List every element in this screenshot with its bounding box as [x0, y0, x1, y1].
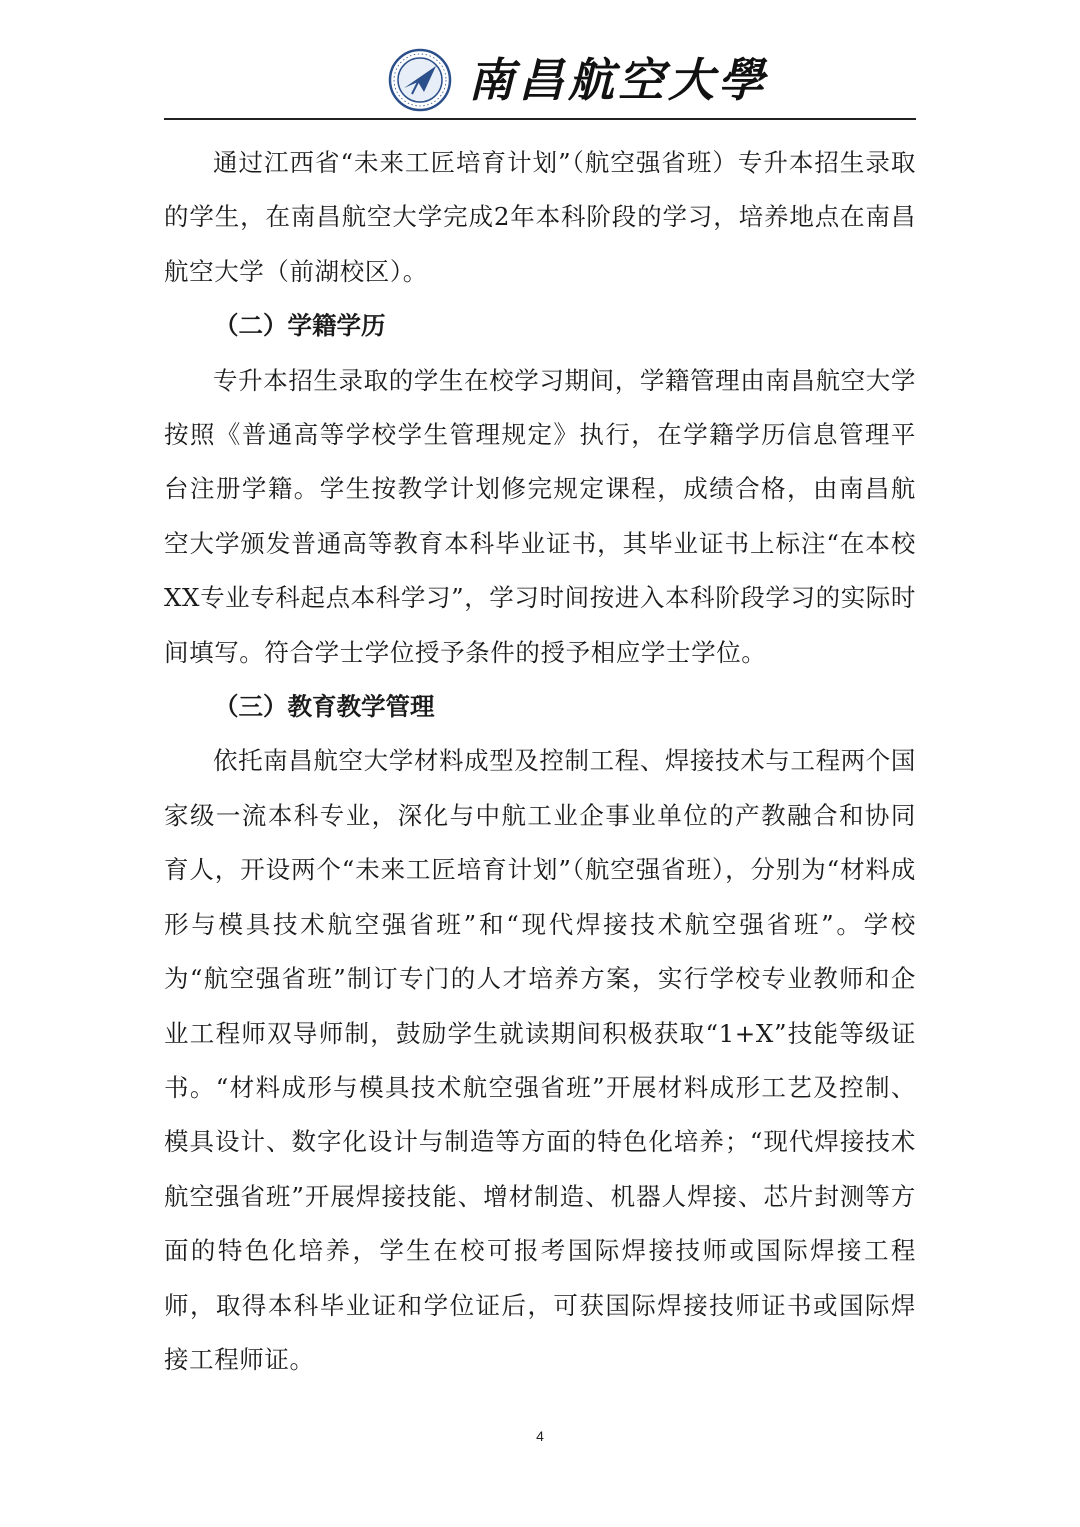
paragraph-teaching: 依托南昌航空大学材料成型及控制工程、焊接技术与工程两个国家级一流本科专业，深化与中航工业企事业单位的产教融合和协同育人，开设两个“未来工匠培育计划”（航空强省班），分别为“材料成形与模具技术航空强省班”和“现代焊接技术航空强省班”。学校为“航空强省班”制订专门的人才培养方案，实行学校专业教师和企业工程师双导师制，鼓励学生就读期间积极获取“1+X”技能等级证书。“材料成形与模具技术航空强省班”开展材料成形工艺及控制、模具设计、数字化设计与制造等方面的特色化培养；“现代焊接技术航空强省班”开展焊接技能、增材制造、机器人焊接、芯片封测等方面的特色化培养，学生在校可报考国际焊接技师或国际焊接工程师，取得本科毕业证和学位证后，可获国际焊接技师证书或国际焊接工程师证。 — [164, 746, 916, 1374]
page-header — [0, 38, 1080, 118]
document-body — [164, 136, 916, 1387]
university-seal-icon — [388, 48, 452, 112]
university-name: 南昌航空大學 — [468, 53, 768, 107]
paragraph-enrollment: 通过江西省“未来工匠培育计划”（航空强省班）专升本招生录取的学生，在南昌航空大学完成2年本科阶段的学习，培养地点在南昌航空大学（前湖校区）。 — [164, 148, 916, 286]
paragraph-status: 专升本招生录取的学生在校学习期间，学籍管理由南昌航空大学按照《普通高等学校学生管理规定》执行，在学籍学历信息管理平台注册学籍。学生按教学计划修完规定课程，成绩合格，由南昌航空大学颁发普通高等教育本科毕业证书，其毕业证书上标注“在本校XX专业专科起点本科学习”，学习时间按进入本科阶段学习的实际时间填写。符合学士学位授予条件的授予相应学士学位。 — [164, 365, 917, 667]
page-number: 4 — [536, 1428, 544, 1444]
section-heading-teaching: （三）教育教学管理 — [214, 692, 435, 722]
section-heading-status: （二）学籍学历 — [214, 311, 386, 341]
header-divider — [164, 118, 916, 120]
